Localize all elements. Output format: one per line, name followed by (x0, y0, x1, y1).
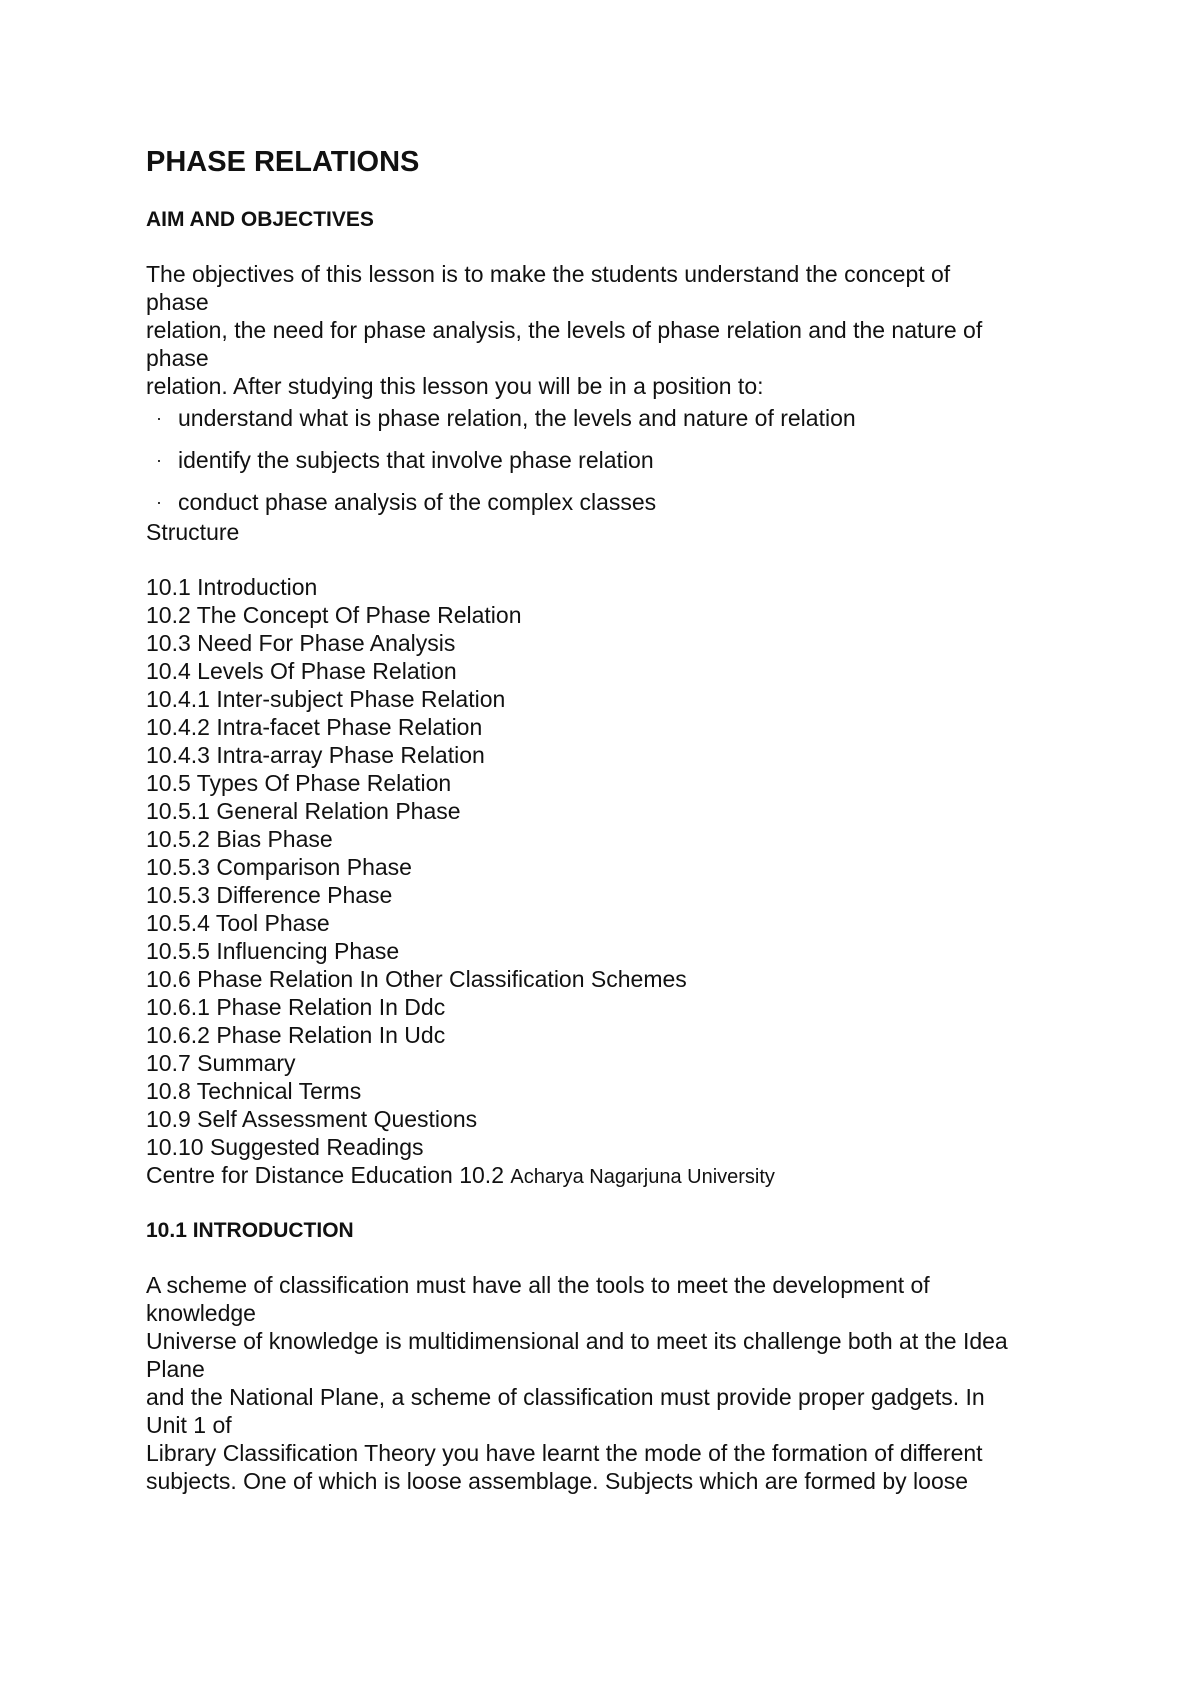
toc-item: 10.10 Suggested Readings (146, 1134, 424, 1160)
toc-item: 10.6 Phase Relation In Other Classification Schemes (146, 966, 687, 992)
objectives-bullet-list (146, 404, 1086, 516)
aim-heading: AIM AND OBJECTIVES (146, 208, 374, 231)
toc-item: 10.9 Self Assessment Questions (146, 1106, 478, 1132)
page-title: PHASE RELATIONS (146, 146, 420, 178)
objectives-line: The objectives of this lesson is to make the students understand the concept of (146, 261, 951, 287)
introduction-heading: 10.1 INTRODUCTION (146, 1219, 354, 1242)
objectives-line: phase (146, 289, 209, 315)
bullet-item (146, 446, 1086, 474)
footer-left-text: Centre for Distance Education 10.2 (146, 1162, 504, 1188)
toc-item: 10.5.1 General Relation Phase (146, 798, 461, 824)
toc-item: 10.8 Technical Terms (146, 1078, 362, 1104)
bullet-dot-icon: · (156, 408, 162, 428)
bullet-item (146, 404, 1086, 432)
toc-item: 10.2 The Concept Of Phase Relation (146, 602, 522, 628)
objectives-line: relation. After studying this lesson you will be in a position to: (146, 373, 764, 399)
introduction-line: A scheme of classification must have all the tools to meet the development of (146, 1272, 930, 1298)
toc-item: 10.5.4 Tool Phase (146, 910, 330, 936)
toc-item: 10.5.3 Comparison Phase (146, 854, 412, 880)
objectives-line: phase (146, 345, 209, 371)
toc-item: 10.4.1 Inter-subject Phase Relation (146, 686, 506, 712)
toc-item: 10.5.3 Difference Phase (146, 882, 393, 908)
introduction-paragraph (146, 1271, 1086, 1495)
bullet-text: conduct phase analysis of the complex classes (178, 489, 657, 515)
objectives-paragraph (146, 260, 1086, 400)
footer-right-text: Acharya Nagarjuna University (510, 1166, 775, 1188)
toc-item: 10.4.2 Intra-facet Phase Relation (146, 714, 483, 740)
table-of-contents (146, 573, 1086, 1161)
document-page (146, 144, 1086, 1495)
bullet-text: understand what is phase relation, the levels and nature of relation (178, 405, 856, 431)
introduction-line: subjects. One of which is loose assemblage. Subjects which are formed by loose (146, 1468, 969, 1494)
introduction-line: Library Classification Theory you have learnt the mode of the formation of different (146, 1440, 983, 1466)
introduction-line: Unit 1 of (146, 1412, 232, 1438)
toc-item: 10.4 Levels Of Phase Relation (146, 658, 457, 684)
bullet-dot-icon: · (156, 492, 162, 512)
introduction-line: Plane (146, 1356, 205, 1382)
introduction-line: Universe of knowledge is multidimensional and to meet its challenge both at the Idea (146, 1328, 1008, 1354)
bullet-item (146, 488, 1086, 516)
running-footer (146, 1161, 1086, 1191)
bullet-dot-icon: · (156, 450, 162, 470)
toc-item: 10.5 Types Of Phase Relation (146, 770, 452, 796)
toc-item: 10.6.2 Phase Relation In Udc (146, 1022, 446, 1048)
toc-item: 10.7 Summary (146, 1050, 296, 1076)
bullet-text: identify the subjects that involve phase relation (178, 447, 654, 473)
objectives-line: relation, the need for phase analysis, the levels of phase relation and the nature of (146, 317, 983, 343)
toc-item: 10.5.5 Influencing Phase (146, 938, 400, 964)
structure-label: Structure (146, 519, 240, 545)
introduction-line: and the National Plane, a scheme of classification must provide proper gadgets. In (146, 1384, 985, 1410)
toc-item: 10.5.2 Bias Phase (146, 826, 333, 852)
toc-item: 10.3 Need For Phase Analysis (146, 630, 456, 656)
toc-item: 10.1 Introduction (146, 574, 318, 600)
toc-item: 10.6.1 Phase Relation In Ddc (146, 994, 446, 1020)
toc-item: 10.4.3 Intra-array Phase Relation (146, 742, 485, 768)
introduction-line: knowledge (146, 1300, 256, 1326)
